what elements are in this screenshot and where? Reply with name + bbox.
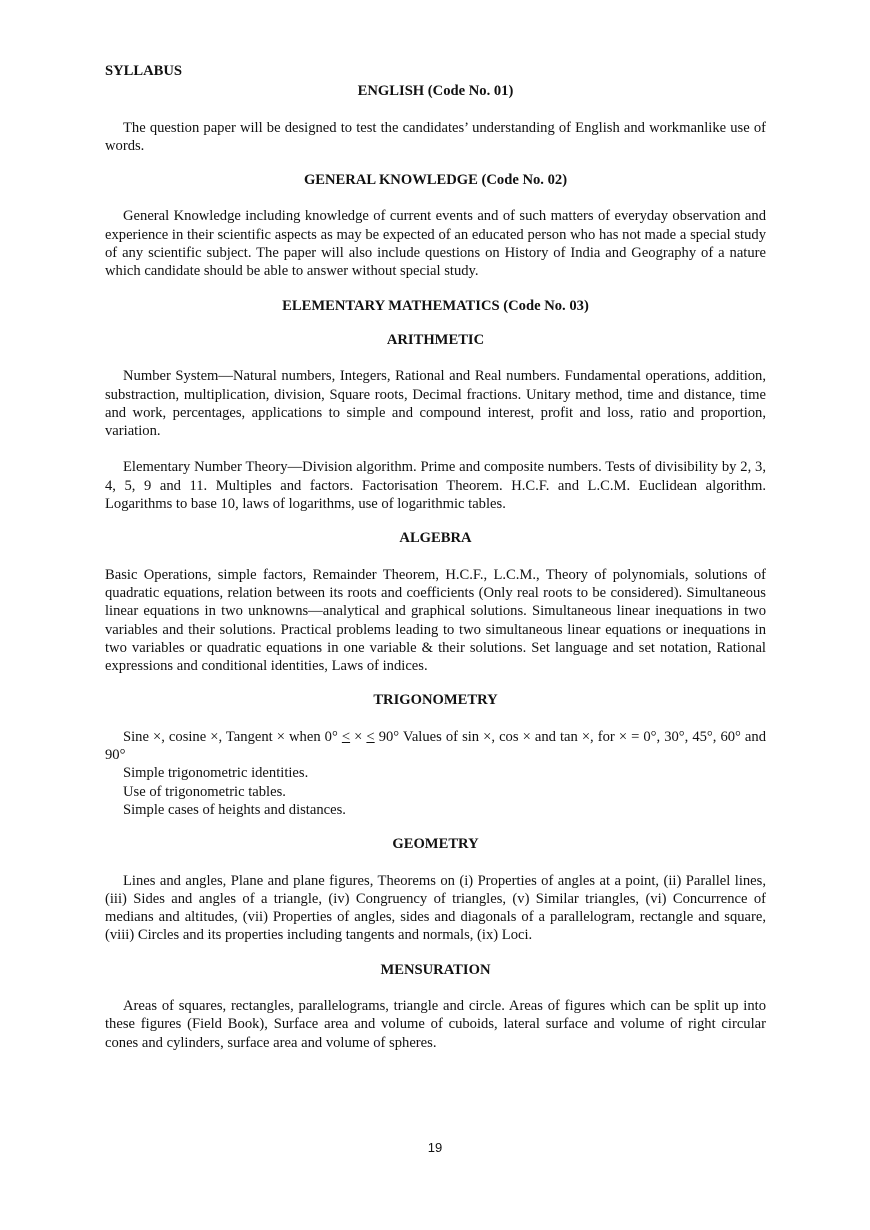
document-page — [105, 62, 766, 1052]
subsection-title-mensuration: MENSURATION — [380, 961, 491, 978]
section-general-knowledge — [105, 171, 766, 280]
algebra-text: Basic Operations, simple factors, Remainder Theorem, H.C.F., L.C.M., Theory of polynomials, solutions of quadratic equations, relation between its roots and coefficients (Only real roots to be considered). Simultaneous linear equations in two unknowns—analytical and graphical solutions. Simultaneous linear inequations in two variables and their solutions. Practical problems leading to two simultaneous linear equations or inequations in two variables or quadratic equations in one variable & their solutions. Set language and set notation, Rational expressions and conditional identities, Laws of indices. — [105, 566, 766, 675]
section-title-english: ENGLISH (Code No. 01) — [357, 83, 514, 100]
mensuration-text: Areas of squares, rectangles, parallelograms, triangle and circle. Areas of figures which can be split up into these figures (Field Book), Surface area and volume of cuboids, lateral surface and volume of right circular cones and cylinders, surface area and volume of spheres. — [105, 997, 766, 1051]
trig-text-a: Sine ×, cosine ×, Tangent × when 0° — [123, 728, 342, 745]
subsection-title-trigonometry: TRIGONOMETRY — [373, 692, 498, 709]
page-number: 19 — [427, 1140, 443, 1155]
subsection-title-algebra: ALGEBRA — [399, 530, 472, 547]
document-label: SYLLABUS — [105, 63, 183, 79]
trig-text-b: × — [350, 728, 367, 745]
general-knowledge-text: General Knowledge including knowledge of current events and of such matters of everyday observation and experience in their scientific aspects as may be expected of an educated person who has not made a special study of any scientific subject. The paper will also include questions on History of India and Geography of a nature which candidate should be able to answer without special study. — [105, 208, 766, 280]
less-equal-symbol-1: < — [341, 728, 351, 745]
subsection-title-geometry: GEOMETRY — [392, 836, 479, 853]
section-title-general-knowledge: GENERAL KNOWLEDGE (Code No. 02) — [303, 172, 568, 189]
trigonometry-list — [105, 764, 766, 819]
section-mathematics — [105, 297, 766, 1052]
subsection-title-arithmetic: ARITHMETIC — [386, 331, 485, 348]
english-text: The question paper will be designed to test the candidates’ understanding of English and workmanlike use of words. — [105, 119, 766, 154]
section-english — [105, 82, 766, 155]
section-title-mathematics: ELEMENTARY MATHEMATICS (Code No. 03) — [282, 297, 589, 314]
arithmetic-paragraph-1: Number System—Natural numbers, Integers, Rational and Real numbers. Fundamental operations, addition, substraction, multiplication, division, Square roots, Decimal fractions. Unitary method, time and distance, time and work, percentages, applications to simple and compound interest, profit and loss, ratio and proportion, variation. — [105, 368, 766, 440]
trig-text-c: 90° Values of sin ×, cos × and tan ×, for × = 0°, 30°, 45°, 60° and 90° — [105, 728, 766, 764]
trigonometry-line-3: Use of trigonometric tables. — [123, 783, 286, 800]
trigonometry-line-4: Simple cases of heights and distances. — [123, 801, 346, 818]
arithmetic-paragraph-2: Elementary Number Theory—Division algorithm. Prime and composite numbers. Tests of divisibility by 2, 3, 4, 5, 9 and 11. Multiples and factors. Factorisation Theorem. H.C.F. and L.C.M. Euclidean algorithm. Logarithms to base 10, laws of logarithms, use of logarithmic tables. — [105, 459, 766, 513]
geometry-text: Lines and angles, Plane and plane figures, Theorems on (i) Properties of angles at a point, (ii) Parallel lines, (iii) Sides and angles of a triangle, (iv) Congruency of triangles, (v) Similar triangles, (vi) Concurrence of medians and altitudes, (vii) Properties of angles, sides and diagonals of a parallelogram, rectangle and square, (viii) Circles and its properties including tangents and normals, (ix) Loci. — [105, 872, 766, 944]
trigonometry-line-1 — [105, 728, 766, 765]
less-equal-symbol-2: < — [366, 728, 375, 745]
trigonometry-line-2: Simple trigonometric identities. — [123, 765, 309, 782]
